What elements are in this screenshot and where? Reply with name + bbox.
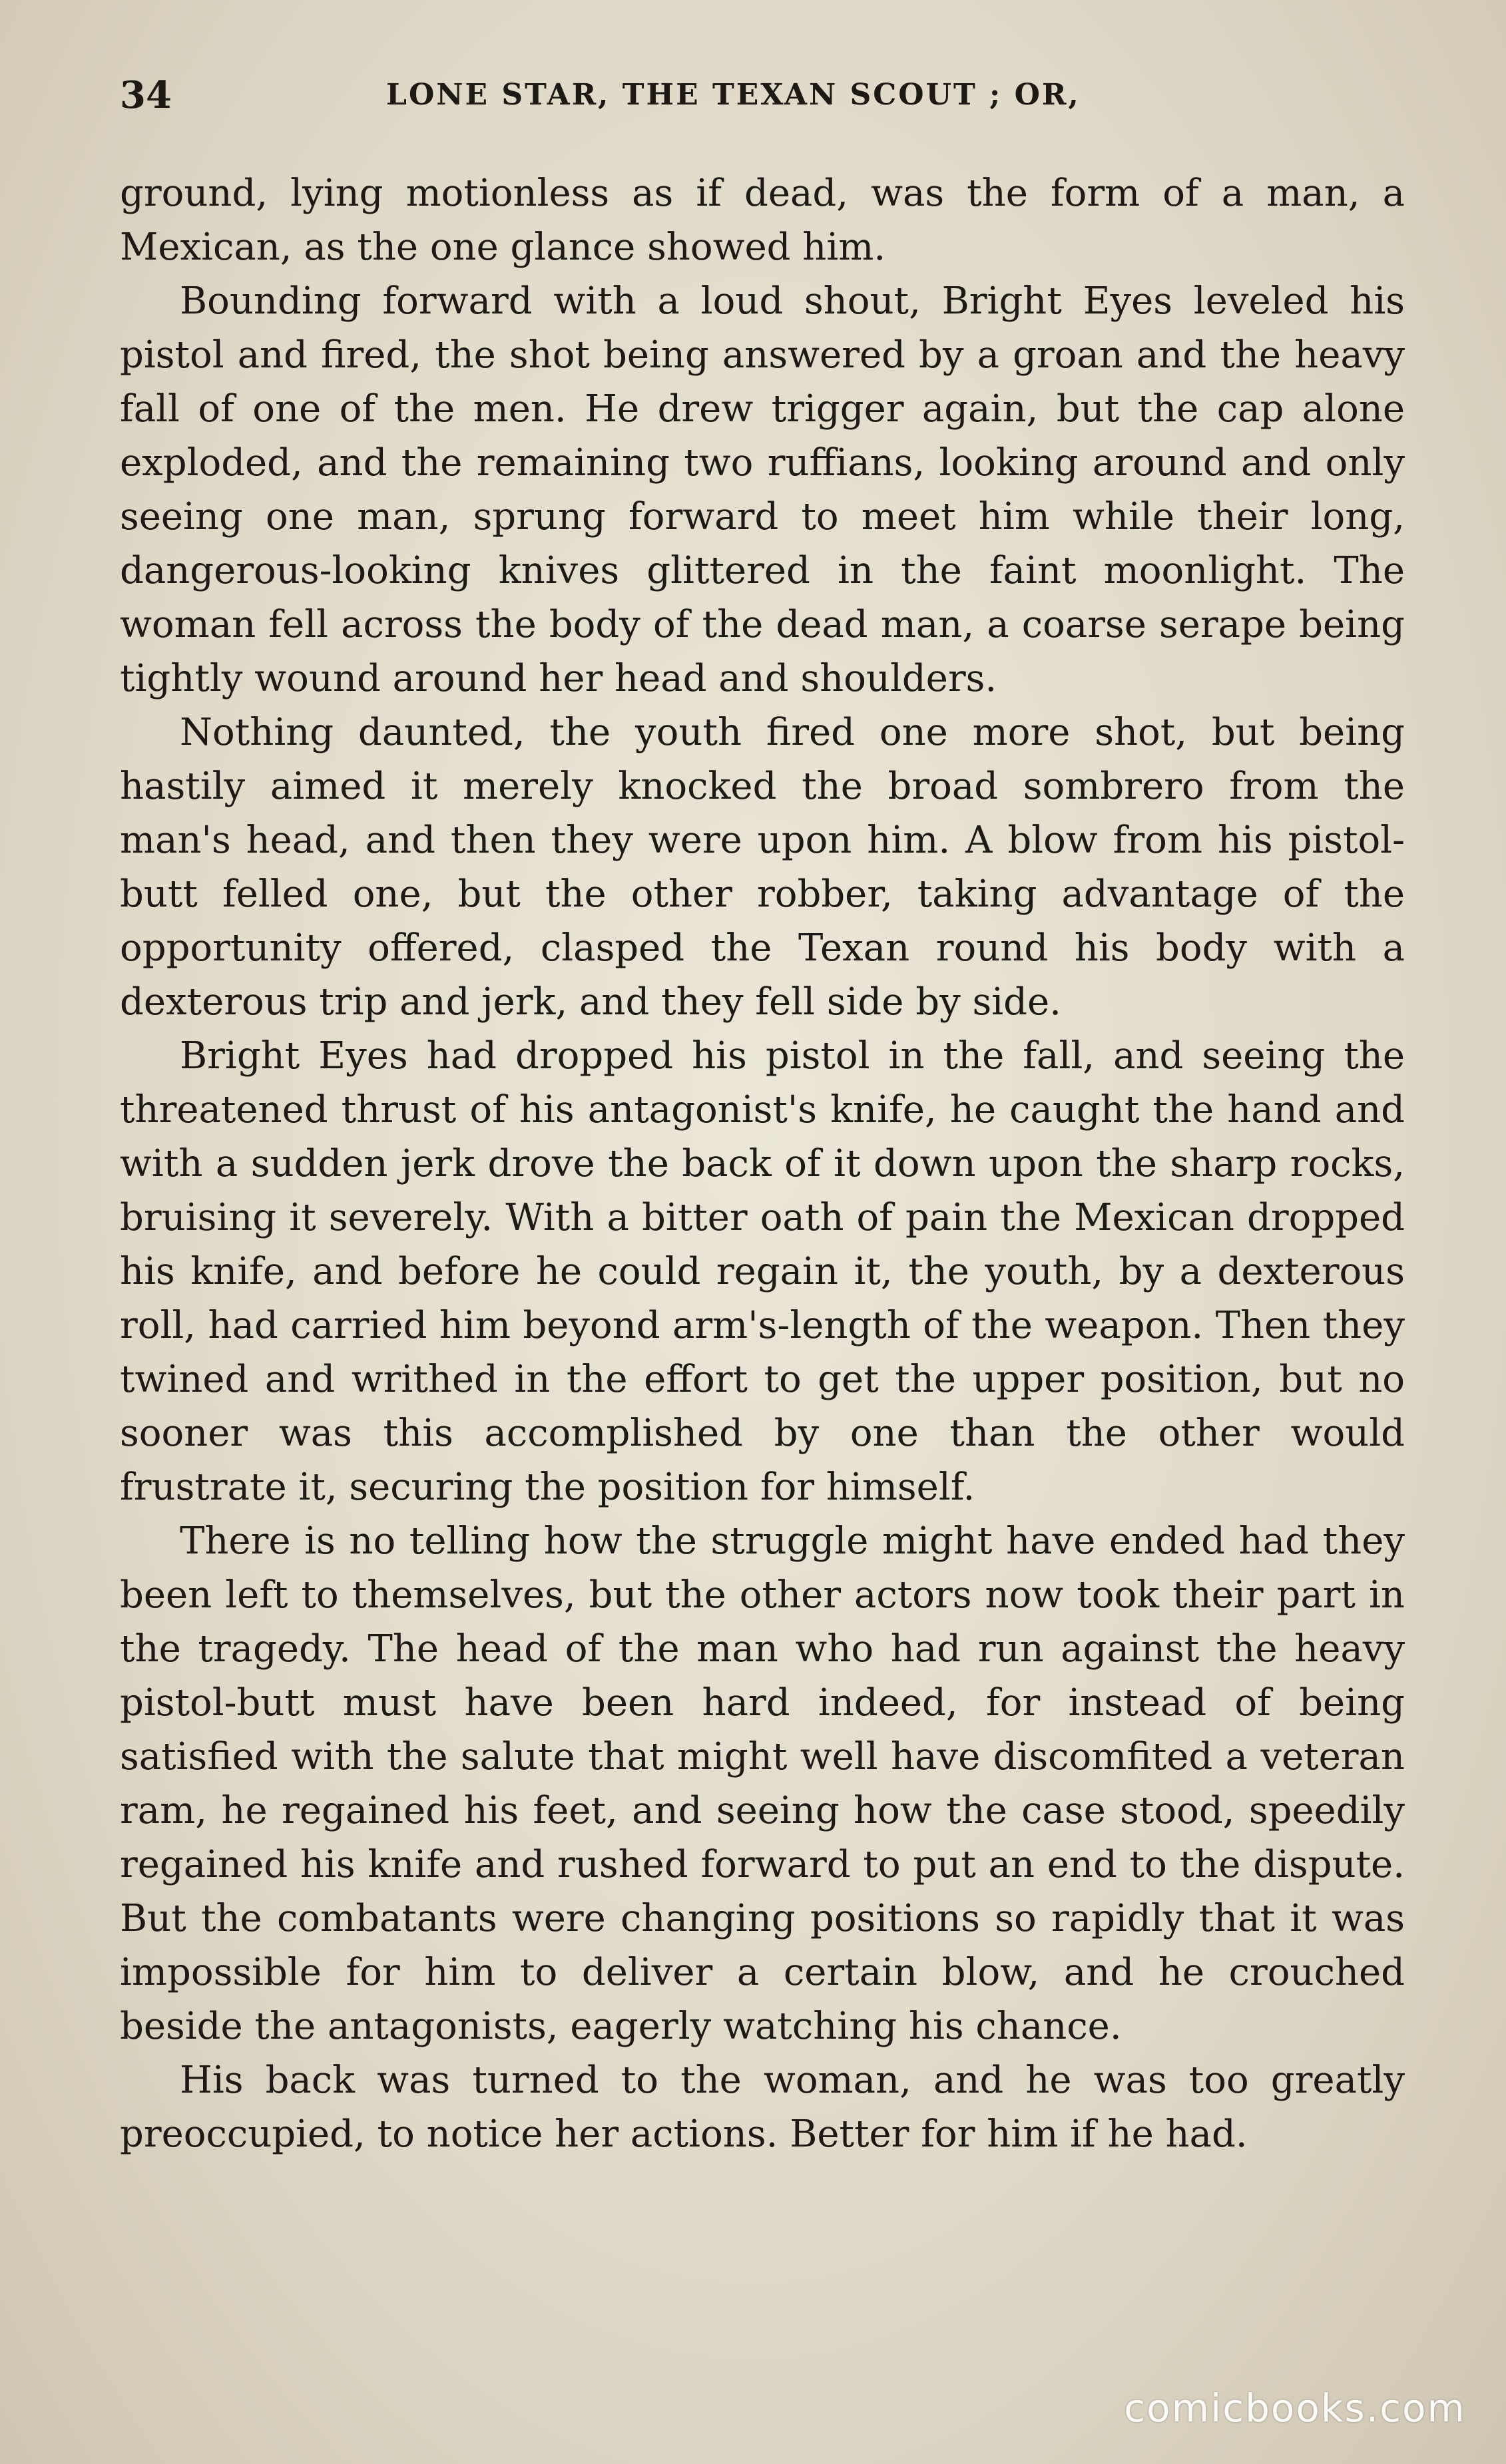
paragraph: His back was turned to the woman, and he was too greatly preoccupied, to notice her actions. Better for him if he had. (120, 2059, 1405, 2156)
paragraph: Nothing daunted, the youth fired one more shot, but being hastily aimed it merely knocked the broad sombrero from the man's head, and then they were upon him. A blow from his pistol-butt felled one, but the other robber, taking advantage of the opportunity offered, clasped the Texan round his body with a dexterous trip and jerk, and they fell side by side. (120, 711, 1405, 1024)
watermark: comicbooks.com (1124, 2385, 1466, 2431)
paragraph: ground, lying motionless as if dead, was the form of a man, a Mexican, as the one glance showed him. (120, 172, 1405, 269)
page-number: 34 (120, 73, 172, 117)
running-head: LONE STAR, THE TEXAN SCOUT ; OR, (386, 78, 1081, 112)
body-text (120, 166, 1405, 2161)
paragraph: Bright Eyes had dropped his pistol in the fall, and seeing the threatened thrust of his antagonist's knife, he caught the hand and with a sudden jerk drove the back of it down upon the sharp rocks, bruising it severely. With a bitter oath of pain the Mexican dropped his knife, and before he could regain it, the youth, by a dexterous roll, had carried him beyond arm's-length of the weapon. Then they twined and writhed in the effort to get the upper position, but no sooner was this accomplished by one than the other would frustrate it, securing the position for himself. (120, 1034, 1405, 1509)
page-header (120, 72, 1405, 118)
paragraph: There is no telling how the struggle might have ended had they been left to themselves, but the other actors now took their part in the tragedy. The head of the man who had run against the heavy pistol-butt must have been hard indeed, for instead of being satisfied with the salute that might well have discomfited a veteran ram, he regained his feet, and seeing how the case stood, speedily regained his knife and rushed forward to put an end to the dispute. But the combatants were changing positions so rapidly that it was impossible for him to deliver a certain blow, and he crouched beside the antagonists, eagerly watching his chance. (120, 1520, 1405, 2048)
paragraph: Bounding forward with a loud shout, Bright Eyes leveled his pistol and fired, the shot being answered by a groan and the heavy fall of one of the men. He drew trigger again, but the cap alone exploded, and the remaining two ruffians, looking around and only seeing one man, sprung forward to meet him while their long, dangerous-looking knives glittered in the faint moonlight. The woman fell across the body of the dead man, a coarse serape being tightly wound around her head and shoulders. (120, 280, 1405, 700)
